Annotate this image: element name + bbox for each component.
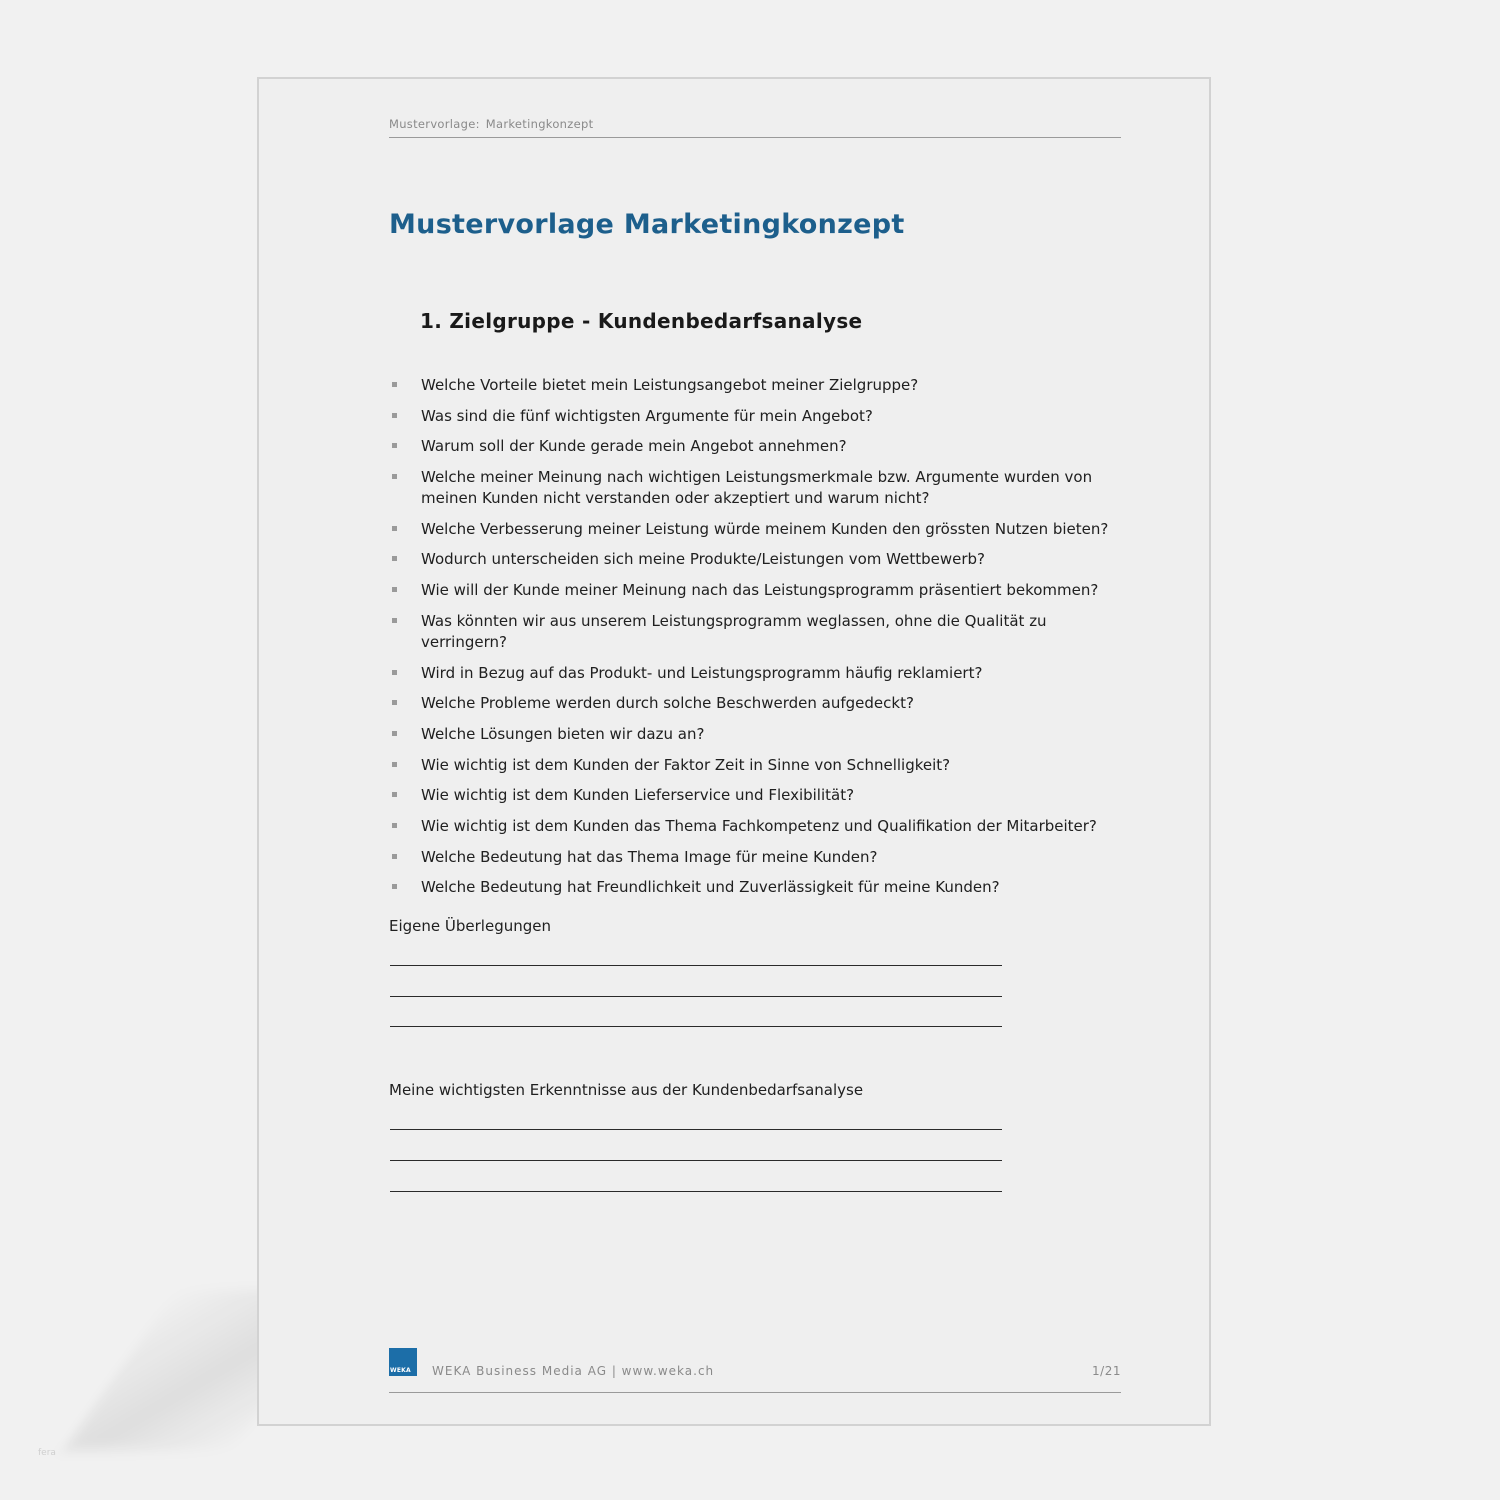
list-item [389,785,1129,806]
question-text: Welche meiner Meinung nach wichtigen Leistungsmerkmale bzw. Argumente wurden von meinen Kunden nicht verstanden oder akzeptiert und warum nicht? [421,468,1093,508]
list-item [389,724,1129,745]
bullet-icon [392,382,397,387]
answer-line [390,996,1002,997]
weka-logo [389,1348,417,1376]
bullet-icon [392,854,397,859]
bullet-icon [392,526,397,531]
insights-label: Meine wichtigsten Erkenntnisse aus der Kundenbedarfsanalyse [389,1081,864,1099]
list-item [389,375,1129,396]
question-text: Was könnten wir aus unserem Leistungsprogramm weglassen, ohne die Qualität zu verringern? [421,611,1047,651]
header-label: Mustervorlage: [389,117,480,131]
question-text: Was sind die fünf wichtigsten Argumente für mein Angebot? [421,406,873,425]
page-footer [389,1348,1121,1393]
list-item [389,519,1129,540]
list-item [389,755,1129,776]
corner-watermark: fera [38,1448,56,1458]
bullet-icon [392,884,397,889]
question-text: Warum soll der Kunde gerade mein Angebot annehmen? [421,437,847,456]
question-text: Wie wichtig ist dem Kunden Lieferservice und Flexibilität? [421,786,855,805]
question-text: Wodurch unterscheiden sich meine Produkte/Leistungen vom Wettbewerb? [421,550,985,569]
own-thoughts-label: Eigene Überlegungen [389,917,551,935]
list-item [389,549,1129,570]
list-item [389,877,1129,898]
question-text: Welche Vorteile bietet mein Leistungsangebot meiner Zielgruppe? [421,376,919,394]
list-item [389,663,1129,684]
bullet-icon [392,413,397,418]
answer-line [390,965,1002,966]
running-header [389,117,1121,138]
question-text: Wird in Bezug auf das Produkt- und Leistungsprogramm häufig reklamiert? [421,663,983,682]
list-item [389,467,1129,509]
question-text: Welche Bedeutung hat Freundlichkeit und Zuverlässigkeit für meine Kunden? [421,878,1000,897]
bullet-icon [392,731,397,736]
question-text: Welche Verbesserung meiner Leistung würde meinem Kunden den grössten Nutzen bieten? [421,519,1109,538]
answer-line [390,1191,1002,1192]
question-text: Wie wichtig ist dem Kunden das Thema Fachkompetenz und Qualifikation der Mitarbeiter? [421,816,1097,835]
question-text: Wie wichtig ist dem Kunden der Faktor Zeit in Sinne von Schnelligkeit? [421,755,951,774]
list-item [389,693,1129,714]
answer-line [390,1129,1002,1130]
bullet-icon [392,670,397,675]
question-text: Welche Lösungen bieten wir dazu an? [421,724,705,743]
page-number: 1/21 [1092,1364,1121,1378]
bullet-icon [392,618,397,623]
bullet-icon [392,556,397,561]
footer-company: WEKA Business Media AG | www.weka.ch [432,1364,715,1378]
list-item [389,847,1129,868]
bullet-icon [392,443,397,448]
bullet-icon [392,700,397,705]
bullet-icon [392,587,397,592]
list-item [389,816,1129,837]
list-item [389,436,1129,457]
header-subject: Marketingkonzept [485,117,594,131]
bullet-icon [392,474,397,479]
weka-logo-text: WEKA [390,1367,411,1374]
question-text: Wie will der Kunde meiner Meinung nach das Leistungsprogramm präsentiert bekommen? [421,581,1099,600]
document-title: Mustervorlage Marketingkonzept [389,209,905,240]
answer-line [390,1026,1002,1027]
question-list [389,375,1129,908]
bullet-icon [392,823,397,828]
list-item [389,580,1129,601]
list-item [389,406,1129,427]
answer-line [390,1160,1002,1161]
bullet-icon [392,792,397,797]
question-text: Welche Probleme werden durch solche Beschwerden aufgedeckt? [421,694,914,713]
section-heading: 1. Zielgruppe - Kundenbedarfsanalyse [420,309,863,333]
list-item [389,611,1129,653]
document-page [257,77,1211,1426]
bullet-icon [392,762,397,767]
question-text: Welche Bedeutung hat das Thema Image für meine Kunden? [421,847,878,866]
